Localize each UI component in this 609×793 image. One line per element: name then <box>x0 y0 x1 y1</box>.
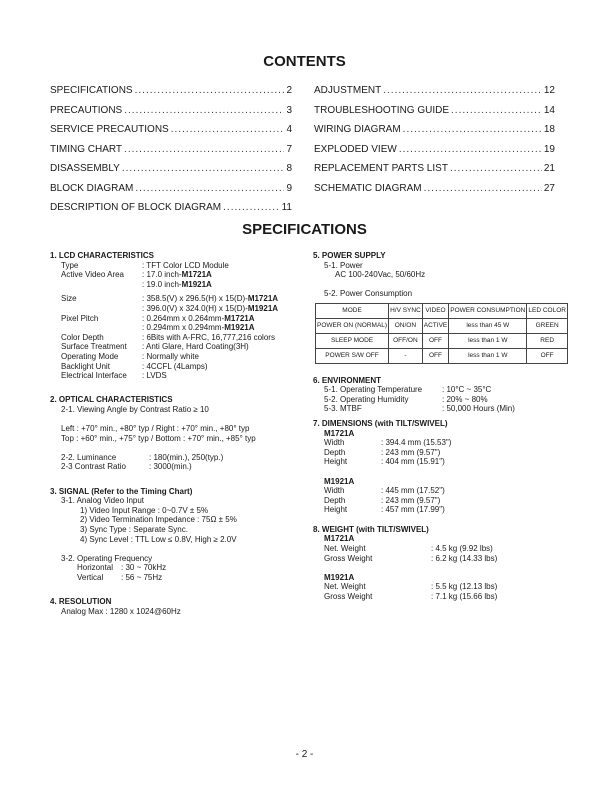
environment-heading: 6. ENVIRONMENT <box>313 375 382 385</box>
spec-row: : 0.294mm x 0.294mm-M1921A <box>142 323 255 333</box>
horizontal-freq: Horizontal : 30 ~ 70kHz <box>77 563 167 573</box>
power-heading: 5. POWER SUPPLY <box>313 251 386 260</box>
table-row: POWER S/W OFF - OFF less than 1 W OFF <box>316 348 568 363</box>
weight-heading: 8. WEIGHT (with TILT/SWIVEL) <box>313 524 429 534</box>
spec-row: Surface Treatment : Anti Glare, Hard Coating(3H) <box>61 342 249 352</box>
model-name: M1721A <box>324 534 355 544</box>
analog-video-input: 3-1. Analog Video Input <box>61 496 145 506</box>
toc-entry[interactable]: SCHEMATIC DIAGRAM ..... 27 <box>314 183 555 203</box>
table-row: POWER ON (NORMAL) ON/ON ACTIVE less than 45 W GREEN <box>316 318 568 333</box>
model-name: M1921A <box>324 476 355 486</box>
page-number: - 2 - <box>295 749 314 760</box>
toc-entry[interactable]: TROUBLESHOOTING GUIDE ..... 14 <box>314 105 555 125</box>
viewing-top-bottom: Top : +60° min., +75° typ / Bottom : +70° min., +85° typ <box>61 433 256 443</box>
spec-row: Pixel Pitch : 0.264mm x 0.264mm-M1721A <box>61 313 255 323</box>
power-consumption-label: 5-2. Power Consumption <box>324 289 413 299</box>
model-name: M1921A <box>324 572 355 582</box>
viewing-left-right: Left : +70° min., +80° typ / Right : +70° min., +80° typ <box>61 424 250 434</box>
signal-item: 1) Video Input Range : 0~0.7V ± 5% <box>80 505 209 515</box>
toc-entry[interactable]: PRECAUTIONS ..... 3 <box>50 105 292 125</box>
env-row: 5-2. Operating Humidity : 20% ~ 80% <box>324 394 488 404</box>
power-label: 5-1. Power <box>324 260 363 270</box>
env-row: 5-1. Operating Temperature : 10°C ~ 35°C <box>324 385 492 395</box>
dimension-row: Depth : 243 mm (9.57") <box>324 447 441 457</box>
viewing-angle: 2-1. Viewing Angle by Contrast Ratio ≥ 10 <box>61 404 209 414</box>
resolution-heading: 4. RESOLUTION <box>50 597 112 607</box>
weight-row: Gross Weight : 6.2 kg (14.33 lbs) <box>324 553 498 563</box>
toc-entry[interactable]: SERVICE PRECAUTIONS ..... 4 <box>50 124 292 144</box>
spec-row: Color Depth : 6Bits with A-FRC, 16,777,216 colors <box>61 332 275 342</box>
toc-entry[interactable]: REPLACEMENT PARTS LIST ..... 21 <box>314 163 555 183</box>
dimension-row: Depth : 243 mm (9.57") <box>324 495 441 505</box>
weight-row: Net. Weight : 4.5 kg (9.92 lbs) <box>324 544 493 554</box>
lcd-heading: 1. LCD CHARACTERISTICS <box>50 251 155 260</box>
env-row: 5-3. MTBF : 50,000 Hours (Min) <box>324 404 515 414</box>
dimension-row: Width : 445 mm (17.52") <box>324 486 445 496</box>
dimensions-heading: 7. DIMENSIONS (with TILT/SWIVEL) <box>313 418 448 428</box>
toc-entry[interactable]: SPECIFICATIONS ..... 2 <box>50 85 292 105</box>
toc-entry[interactable]: EXPLODED VIEW ..... 19 <box>314 144 555 164</box>
spec-left-column <box>50 251 305 616</box>
dimension-row: Height : 457 mm (17.99") <box>324 505 445 515</box>
toc-entry[interactable]: DISASSEMBLY ..... 8 <box>50 163 292 183</box>
spec-row: Backlight Unit : 4CCFL (4Lamps) <box>61 361 208 371</box>
optical-heading: 2. OPTICAL CHARACTERISTICS <box>50 395 173 405</box>
toc-entry[interactable]: BLOCK DIAGRAM ..... 9 <box>50 183 292 203</box>
dimension-row: Width : 394.4 mm (15.53") <box>324 438 452 448</box>
spec-row: : 396.0(V) x 324.0(H) x 15(D)-M1921A <box>142 303 279 313</box>
spec-row: : 19.0 inch-M1921A <box>142 279 212 289</box>
signal-item: 3) Sync Type : Separate Sync. <box>80 525 188 535</box>
signal-heading: 3. SIGNAL (Refer to the Timing Chart) <box>50 486 193 496</box>
table-header-row: MODE H/V SYNC VIDEO POWER CONSUMPTION LED COLOR <box>316 303 568 318</box>
vertical-freq: Vertical : 56 ~ 75Hz <box>77 573 163 582</box>
spec-row: Active Video Area : 17.0 inch-M1721A <box>61 270 212 280</box>
signal-item: 4) Sync Level : TTL Low ≤ 0.8V, High ≥ 2.0V <box>80 534 237 544</box>
contents-title: CONTENTS <box>263 53 346 70</box>
spec-row: Electrical Interface : LVDS <box>61 371 167 381</box>
toc-left-column <box>50 85 292 222</box>
dimension-row: Height : 404 mm (15.91") <box>324 457 445 467</box>
resolution-line: Analog Max : 1280 x 1024@60Hz <box>61 606 181 616</box>
toc-entry[interactable]: ADJUSTMENT ..... 12 <box>314 85 555 105</box>
spec-row: Operating Mode : Normally white <box>61 351 199 361</box>
spec-row: Type : TFT Color LCD Module <box>61 260 229 270</box>
weight-row: Gross Weight : 7.1 kg (15.66 lbs) <box>324 592 498 602</box>
toc-right-column <box>314 85 555 202</box>
operating-frequency: 3-2. Operating Frequency <box>61 553 153 563</box>
table-row: SLEEP MODE OFF/ON OFF less than 1 W RED <box>316 333 568 348</box>
power-consumption-table <box>315 303 568 364</box>
toc-entry[interactable]: DESCRIPTION OF BLOCK DIAGRAM ..... 11 <box>50 202 292 222</box>
spec-right-column <box>313 251 566 602</box>
power-value: AC 100-240Vac, 50/60Hz <box>335 270 426 280</box>
signal-item: 2) Video Termination Impedance : 75Ω ± 5% <box>80 515 237 525</box>
weight-row: Net. Weight : 5.5 kg (12.13 lbs) <box>324 582 498 592</box>
toc-entry[interactable]: WIRING DIAGRAM ..... 18 <box>314 124 555 144</box>
toc-entry[interactable]: TIMING CHART ..... 7 <box>50 144 292 164</box>
luminance-row: 2-2. Luminance : 180(min.), 250(typ.) <box>61 452 224 462</box>
model-name: M1721A <box>324 428 355 438</box>
spec-row: Size : 358.5(V) x 296.5(H) x 15(D)-M1721A <box>61 294 279 304</box>
specifications-title: SPECIFICATIONS <box>242 221 367 238</box>
contrast-row: 2-3 Contrast Ratio : 3000(min.) <box>61 462 192 472</box>
